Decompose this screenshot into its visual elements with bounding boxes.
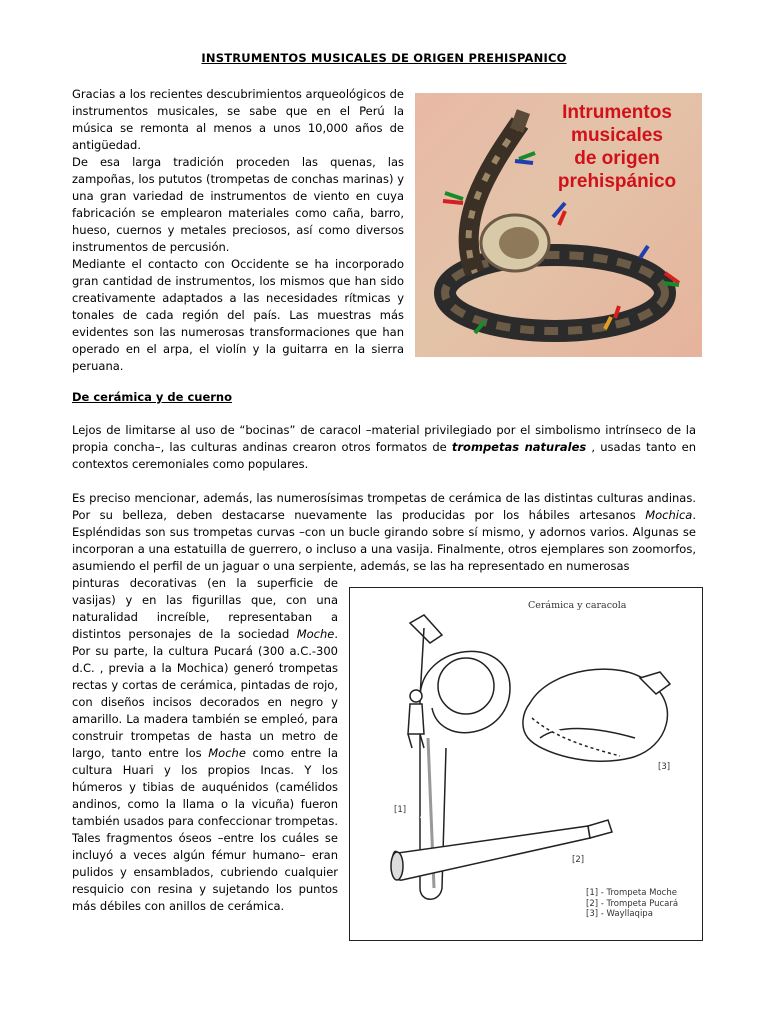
photo-title-line: prehispánico (557, 171, 677, 192)
legend-item: [1] - Trompeta Moche (586, 888, 677, 898)
figure-caption: Cerámica y caracola (528, 600, 627, 611)
instrument-photo (415, 93, 702, 357)
paragraph-2 (72, 490, 696, 575)
paragraph-1-text: Lejos de limitarse al uso de “bocinas” de caracol –material privilegiado por el simbolismo intrínseco de la propia concha–, las culturas andinas crearon otros formatos de (72, 423, 696, 454)
paragraph-2-emphasis: Mochica (645, 508, 693, 522)
paragraph-1-emphasis: trompetas naturales (451, 440, 587, 454)
paragraph-3-moche: Moche (208, 746, 246, 760)
intro-text (72, 86, 404, 375)
legend-item: [2] - Trompeta Pucará (586, 898, 679, 909)
paragraph-1-tail: , usadas tanto en contextos ceremoniales como populares. (72, 440, 697, 471)
photo-title-line: Intrumentos (562, 102, 672, 123)
paragraph-2-text: Es preciso mencionar, además, las numerosísimas trompetas de cerámica de las distintas culturas andinas. Por su belleza, deben destacarse nuevamente las producidas por los hábiles artesanos (72, 491, 696, 522)
paragraph-3-text-b: . Por su parte, la cultura Pucará (300 a.C.-300 d.C. , previa a la Mochica) generó trompetas rectas y cortas de cerámica, pintadas de rojo, con diseños incisos decorados en negro y amarillo. La madera también se empleó, para construir trompetas de hasta un metro de largo, tanto entre los (72, 627, 338, 760)
figure-label-2: [2] (572, 855, 585, 865)
paragraph-3 (72, 575, 338, 915)
figure-legend (586, 888, 678, 920)
paragraph-3-text-c: como entre la cultura Huari y los propios Incas. Y los húmeros y tibias de auquénidos (camélidos andinos, como la llama o la vicuña) fueron también usados para confeccionar trompetas. Tales fragmentos óseos –entre los cuáles se incluyó a veces algún fémur humano– eran pulidos y ensamblados, cubriendo cualquier resquicio con resina y sujetando los puntos más débiles con anillos de cerámica. (72, 746, 339, 913)
photo-title-line: de origen (574, 148, 660, 169)
instruments-figure (349, 587, 703, 941)
intro-paragraph-1: Gracias a los recientes descubrimientos arqueológicos de instrumentos musicales, se sabe que en el Perú la música se remonta al menos a unos 10,000 años de antigüedad. (72, 87, 404, 152)
intro-paragraph-2: De esa larga tradición proceden las quenas, las zampoñas, los pututos (trompetas de conchas marinas) y una gran variedad de instrumentos de viento en cuya fabricación se emplearon materiales como caña, barro, hueso, cuernos y metales preciosos, así como diversos instrumentos de percusión. (72, 155, 404, 254)
intro-paragraph-3: Mediante el contacto con Occidente se ha incorporado gran cantidad de instrumentos, los mismos que han sido creativamente adaptados a las necesidades rítmicas y tonales de cada región del país. Las muestras más evidentes son las numerosas transformaciones que han operado en el arpa, el violín y la guitarra en la sierra peruana. (72, 257, 404, 373)
page-title: INSTRUMENTOS MUSICALES DE ORIGEN PREHISPANICO (201, 51, 567, 65)
paragraph-3-moche: Moche (296, 627, 335, 641)
figure-label-1: [1] (394, 805, 407, 815)
photo-title-line: musicales (571, 125, 663, 146)
paragraph-1 (72, 422, 696, 473)
paragraph-2-tail: . Espléndidas son sus trompetas curvas –con un bucle girando sobre sí mismo, y adornos varios. Algunas se incorporan a una estatuilla de guerrero, o incluso a una vasija. Finalmente, otros ejemplares son zoomorfos, asumiendo el perfil de un jaguar o una serpiente, además, se las ha representado en numerosas (72, 508, 696, 573)
photo-title (542, 101, 692, 193)
figure-label-3: [3] (658, 762, 671, 772)
paragraph-3-text-a: pinturas decorativas (en la superficie de vasijas) y en las figurillas que, con una naturalidad increíble, representaban a distintos personajes de la sociedad (72, 576, 338, 641)
section-heading: De cerámica y de cuerno (72, 390, 233, 404)
legend-item: [3] - Wayllaqipa (586, 909, 653, 919)
